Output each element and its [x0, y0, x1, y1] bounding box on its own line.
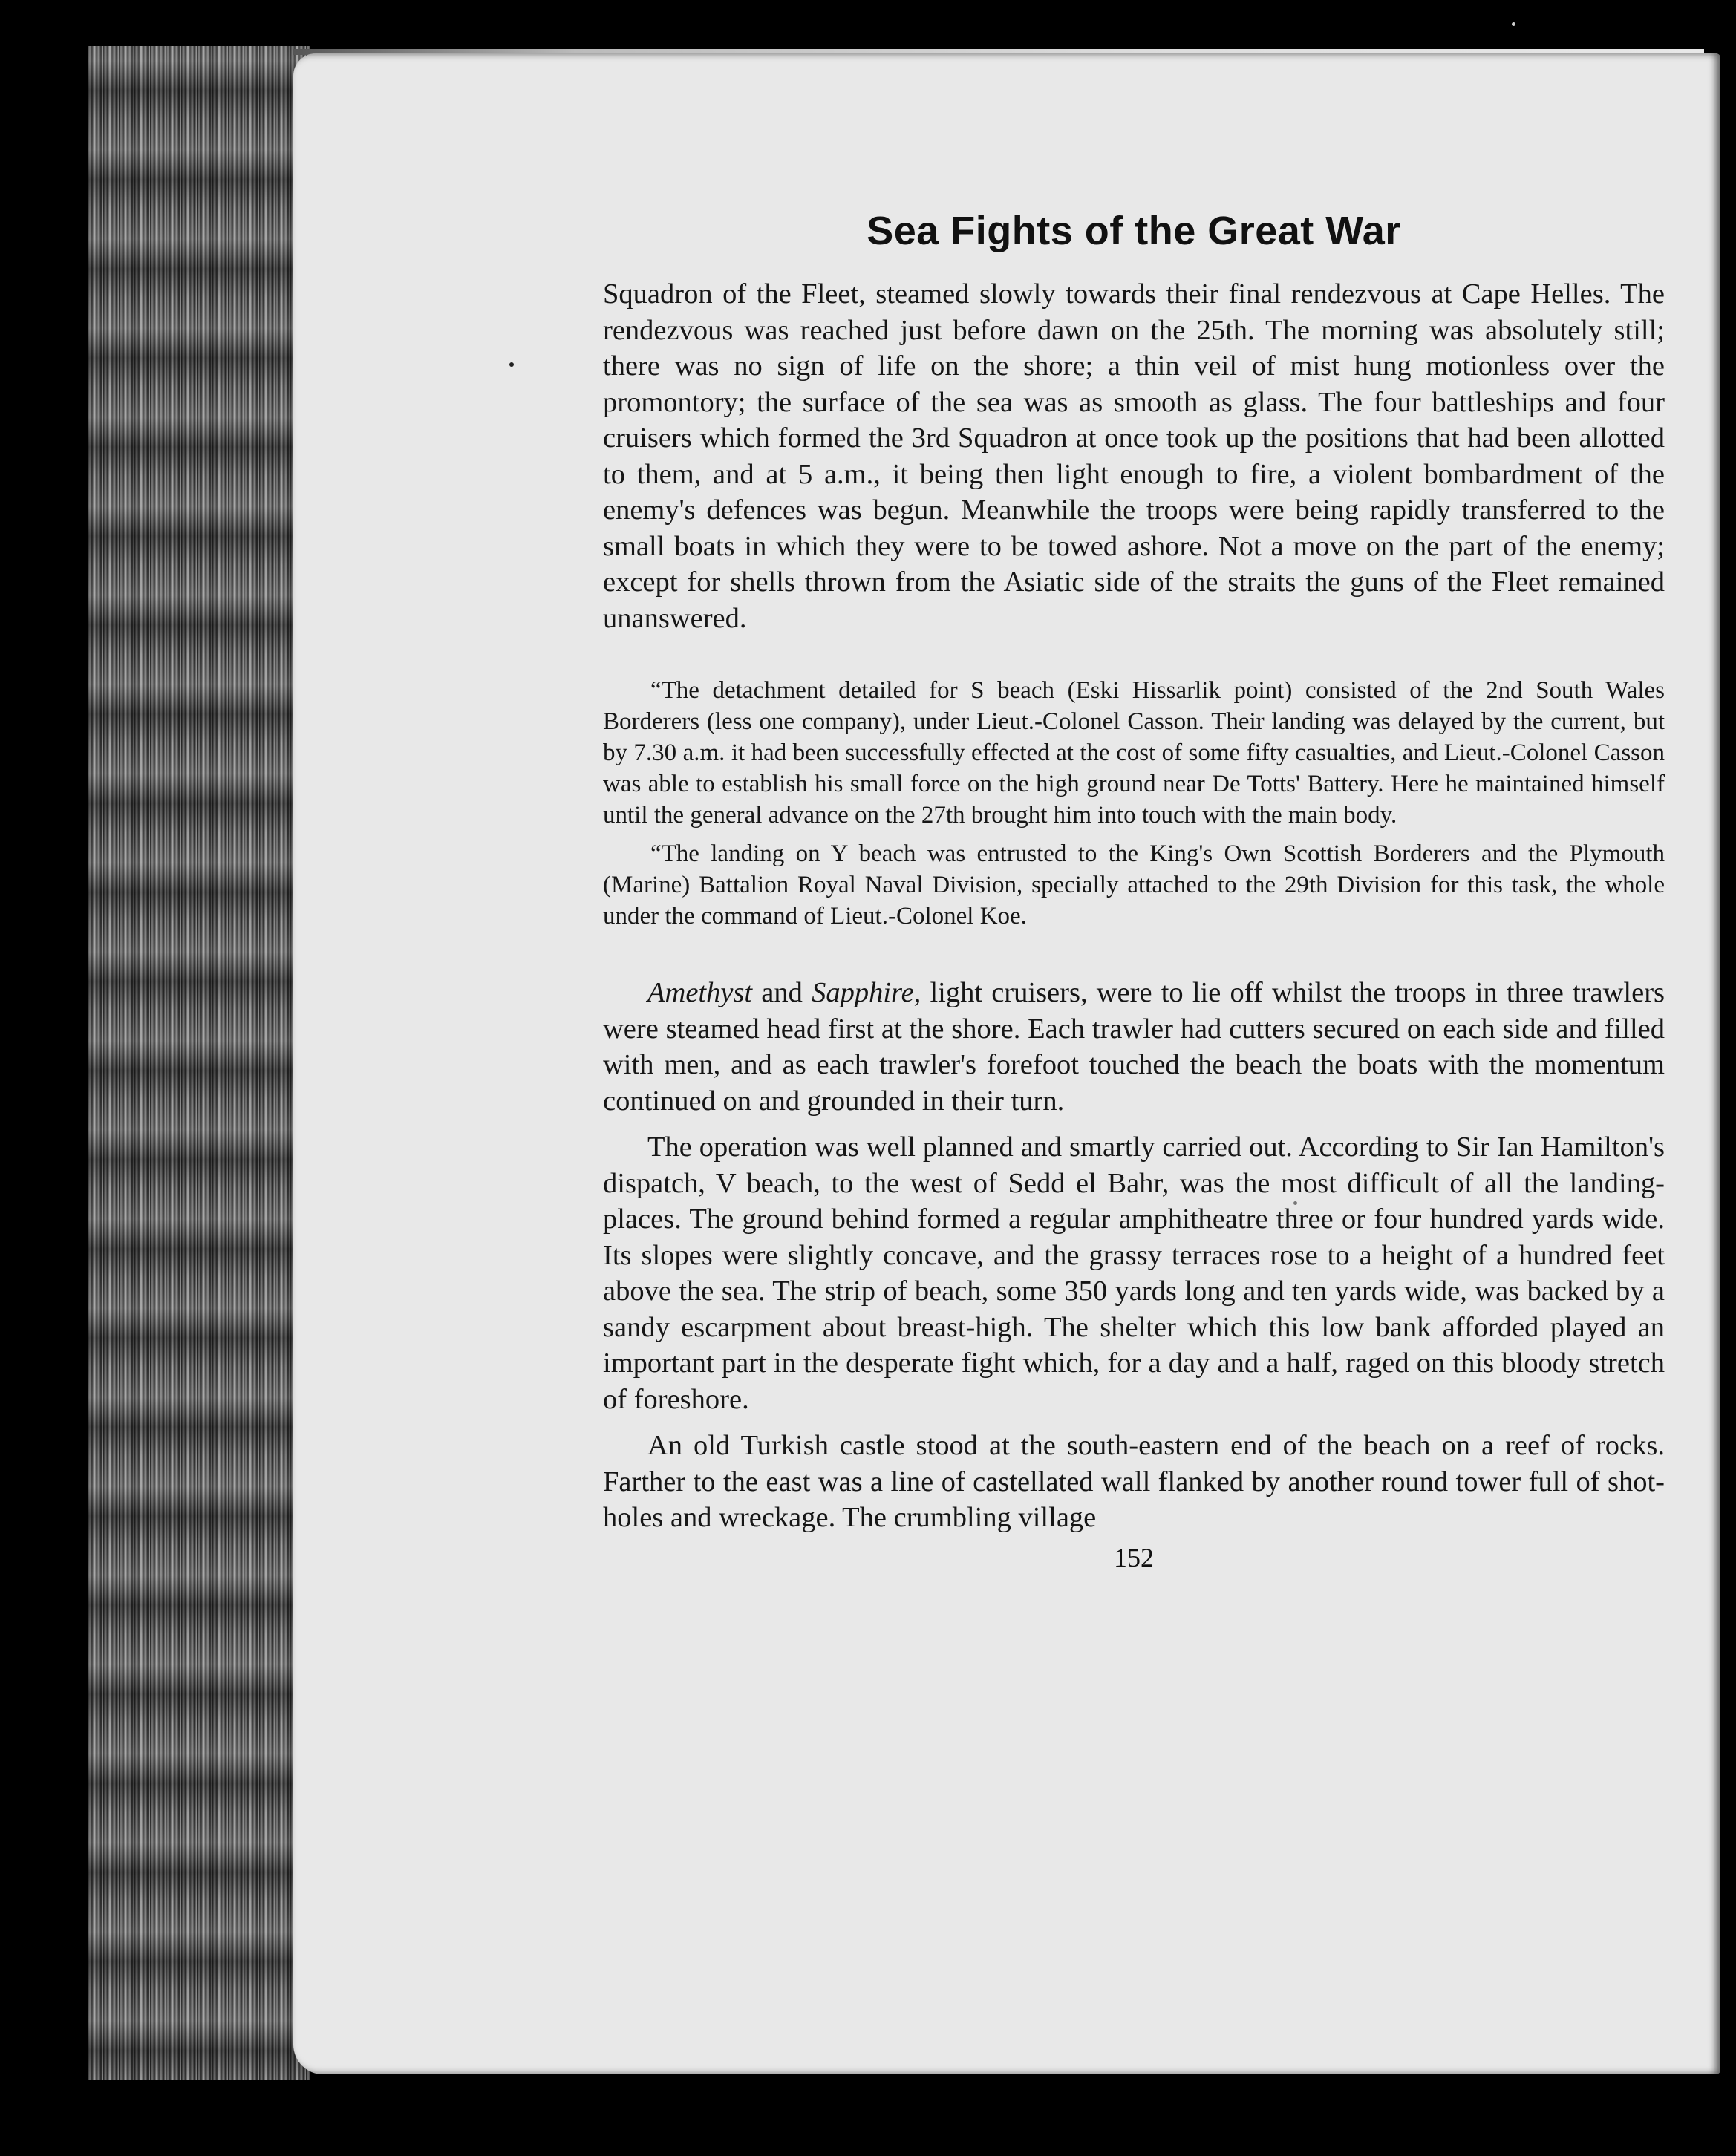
page-number: 152: [1114, 1542, 1154, 1572]
text-run: light cruisers, were to lie off whilst the troops in three trawlers were steamed head first at the shore. Each trawler had cutters secured on each side and filled with men, and as each trawler's forefoot touched the beach the boats with the momentum continued on and grounded in their turn.: [603, 977, 1665, 1117]
page-edges: [88, 46, 310, 2080]
paragraph: Squadron of the Fleet, steamed slowly towards their final rendezvous at Cape Helles. The rendezvous was reached just before dawn on the 25th. The morning was absolutely still; there was no sign of life on the shore; a thin veil of mist hung motionless over the promontory; the surface of the sea was as smooth as glass. The four battleships and four cruisers which formed the 3rd Squadron at once took up the positions that had been allotted to them, and at 5 a.m., it being then light enough to fire, a violent bombardment of the enemy's defences was begun. Meanwhile the troops were being rapidly transferred to the small boats in which they were to be towed ashore. Not a move on the part of the enemy; except for shells thrown from the Asiatic side of the straits the guns of the Fleet remained unanswered.: [603, 278, 1665, 634]
speck-mark: [1512, 22, 1515, 26]
paragraph: [603, 975, 1665, 1119]
body-text: [603, 276, 1665, 636]
quote-paragraph: “The detachment detailed for S beach (Eski Hissarlik point) consisted of the 2nd South Wales Borderers (less one company), under Lieut.-Colonel Casson. Their landing was delayed by the current, but by 7.30 a.m. it had been successfully effected at the cost of some fifty casualties, and Lieut.-Colonel Casson was able to establish his small force on the high ground near De Totts' Battery. Here he maintained himself until the general advance on the 27th brought him into touch with the main body.: [603, 677, 1665, 829]
quoted-dispatch: [603, 675, 1665, 932]
page-content: [603, 208, 1665, 1573]
paragraph: The operation was well planned and smartly carried out. According to Sir Ian Hamilton's dispatch, V beach, to the west of Sedd el Bahr, was the most difficult of all the landing-places. The ground behind formed a regular amphitheatre three or four hundred yards wide. Its slopes were slightly concave, and the grassy terraces rose to a height of a hundred feet above the sea. The strip of beach, some 350 yards long and ten yards wide, was backed by a sandy escarpment about breast-high. The shelter which this low bank afforded played an important part in the desperate fight which, for a day and a half, raged on this bloody stretch of foreshore.: [603, 1131, 1665, 1415]
ship-name: Amethyst: [647, 977, 753, 1008]
running-head: Sea Fights of the Great War: [867, 209, 1401, 253]
paragraph: An old Turkish castle stood at the south-eastern end of the beach on a reef of rocks. Farther to the east was a line of castellated wall flanked by another round tower full of shot-holes and wreckage. The crumbling village: [603, 1430, 1665, 1533]
ship-name: Sapphire,: [812, 977, 921, 1008]
text-run: and: [752, 977, 812, 1008]
quote-paragraph: “The landing on Y beach was entrusted to the King's Own Scottish Borderers and the Plymouth (Marine) Battalion Royal Naval Division, specially attached to the 29th Division for this task, the whole under the command of Lieut.-Colonel Koe.: [603, 840, 1665, 930]
body-section: [603, 975, 1665, 1536]
speck-mark: [509, 362, 514, 367]
